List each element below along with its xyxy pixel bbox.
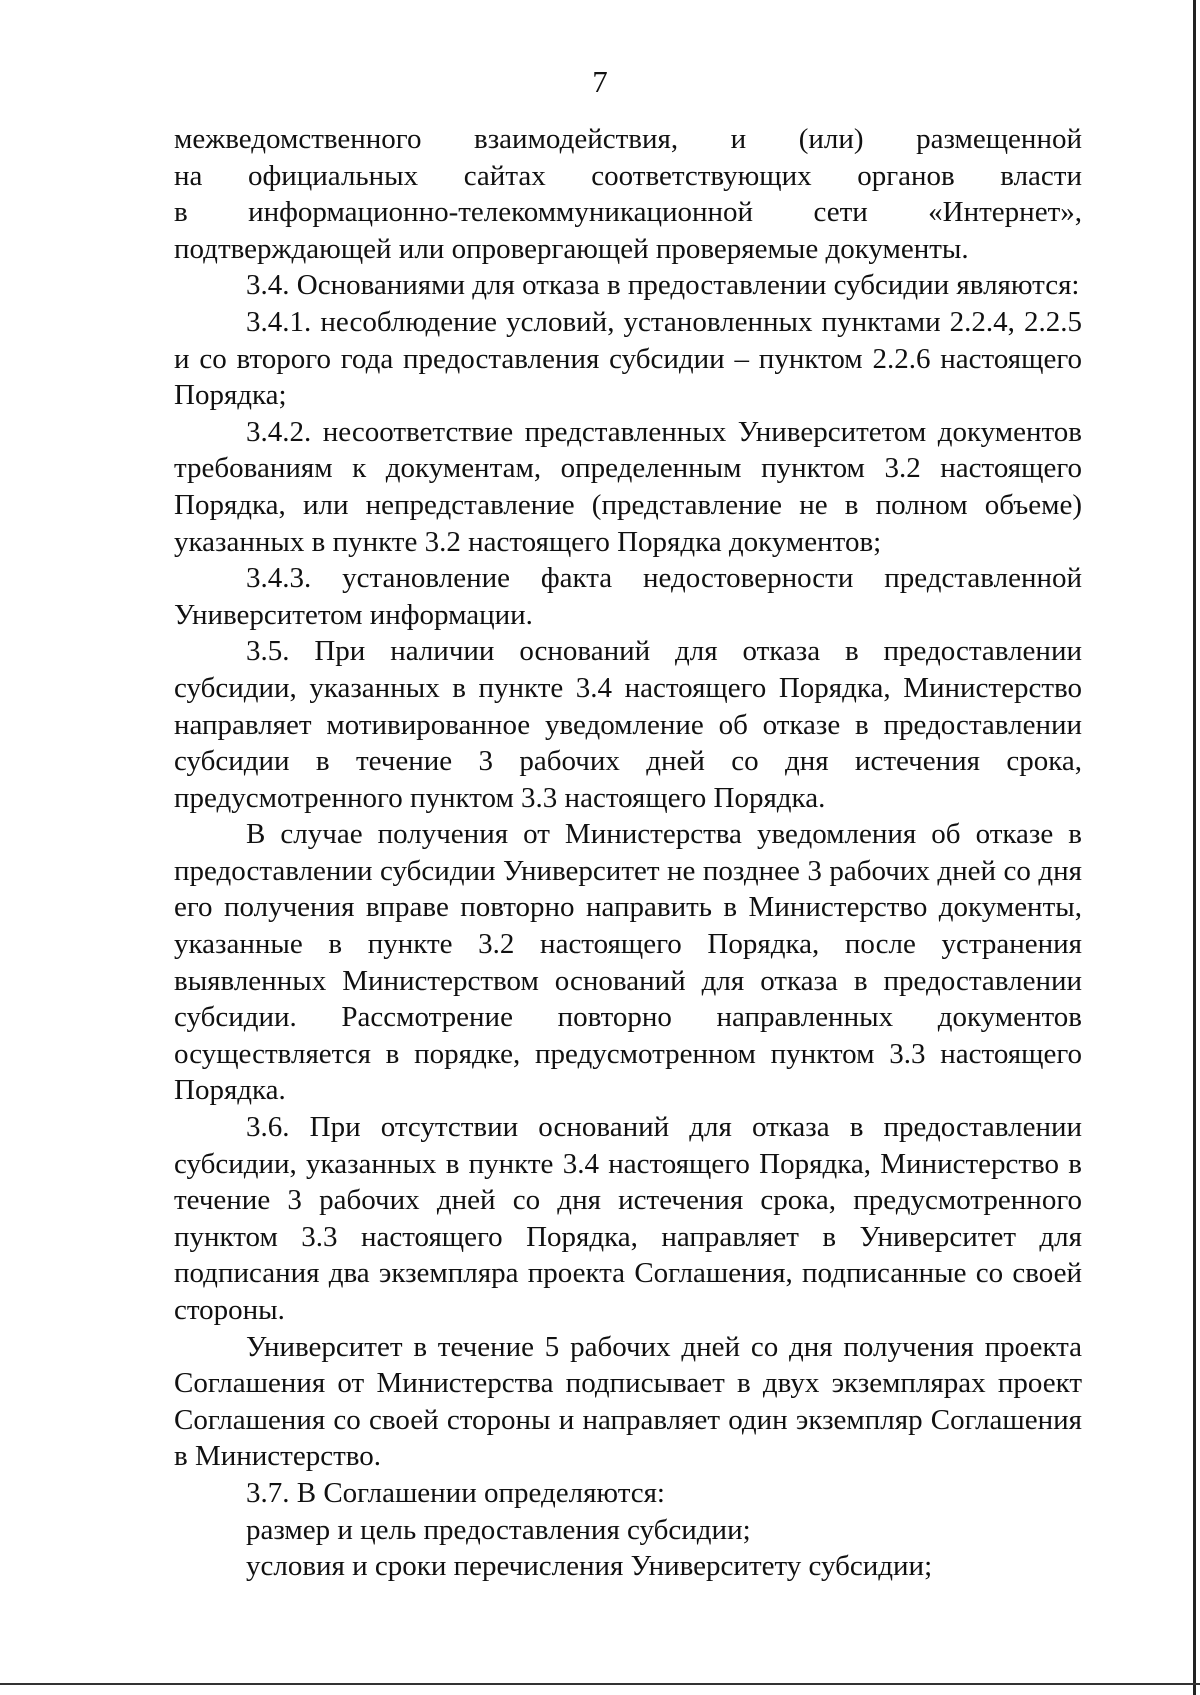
- paragraph-3-4-3: [174, 560, 1082, 597]
- document-body: [174, 121, 1082, 1585]
- paragraph-3-4-1: 3.4.1. несоблюдение условий, установленных пунктами 2.2.4, 2.2.5 и со второго года предоставления субсидии – пунктом 2.2.6 настоящего Порядка;: [174, 305, 1082, 412]
- paragraph-refusal-resubmission: В случае получения от Министерства уведомления об отказе в предоставлении субсидии Университет не позднее 3 рабочих дней со дня его получения вправе повторно направить в Министерство документы, указанные в пункте 3.2 настоящего Порядка, после устранения выявленных Министерством оснований для отказа в предоставлении субсидии. Рассмотрение повторно направленных документов осуществляется в порядке, предусмотренном пунктом 3.3 настоящего Порядка.: [174, 818, 1082, 1107]
- text-line: в информационно-телекоммуникационной сети «Интернет»,: [174, 196, 1082, 229]
- text-line: подтверждающей или опровергающей проверяемые документы.: [174, 232, 969, 265]
- text-line: 3.4.3. установление факта недостоверности представленной: [246, 562, 1082, 595]
- scan-border-right: [1193, 0, 1196, 1695]
- text-line: на официальных сайтах соответствующих органов власти: [174, 159, 1082, 192]
- paragraph-3-4-3-continuation: [174, 597, 1082, 634]
- list-item-transfer-terms: условия и сроки перечисления Университету субсидии;: [246, 1550, 933, 1583]
- page-number: 7: [592, 64, 608, 99]
- list-item-subsidy-size: размер и цель предоставления субсидии;: [246, 1513, 751, 1546]
- paragraph-3-5: 3.5. При наличии оснований для отказа в предоставлении субсидии, указанных в пункте 3.4 настоящего Порядка, Министерство направляет мотивированное уведомление об отказе в предоставлении субсидии в течение 3 рабочих дней со дня истечения срока, предусмотренного пунктом 3.3 настоящего Порядка.: [174, 635, 1082, 814]
- paragraph-3-4-2: 3.4.2. несоответствие представленных Университетом документов требованиям к документам, определенным пунктом 3.2 настоящего Порядка, или непредставление (представление не в полном объеме) указанных в пункте 3.2 настоящего Порядка документов;: [174, 415, 1082, 558]
- paragraph-intro-continuation: [174, 121, 1082, 267]
- paragraph-3-6: 3.6. При отсутствии оснований для отказа в предоставлении субсидии, указанных в пункте 3.4 настоящего Порядка, Министерство в течение 3 рабочих дней со дня истечения срока, предусмотренного пунктом 3.3 настоящего Порядка, направляет в Университет для подписания два экземпляра проекта Соглашения, подписанные со своей стороны.: [174, 1111, 1082, 1326]
- text-line: Университетом информации.: [174, 598, 533, 631]
- text-line: межведомственного взаимодействия, и (или) размещенной: [174, 123, 1082, 155]
- paragraph-3-7: 3.7. В Соглашении определяются:: [246, 1476, 665, 1509]
- paragraph-3-4: 3.4. Основаниями для отказа в предоставлении субсидии являются:: [246, 269, 1080, 302]
- scan-border-bottom: [0, 1683, 1200, 1685]
- paragraph-university-signing: Университет в течение 5 рабочих дней со дня получения проекта Соглашения от Министерства подписывает в двух экземплярах проект Соглашения со своей стороны и направляет один экземпляр Соглашения в Министерство.: [174, 1330, 1082, 1473]
